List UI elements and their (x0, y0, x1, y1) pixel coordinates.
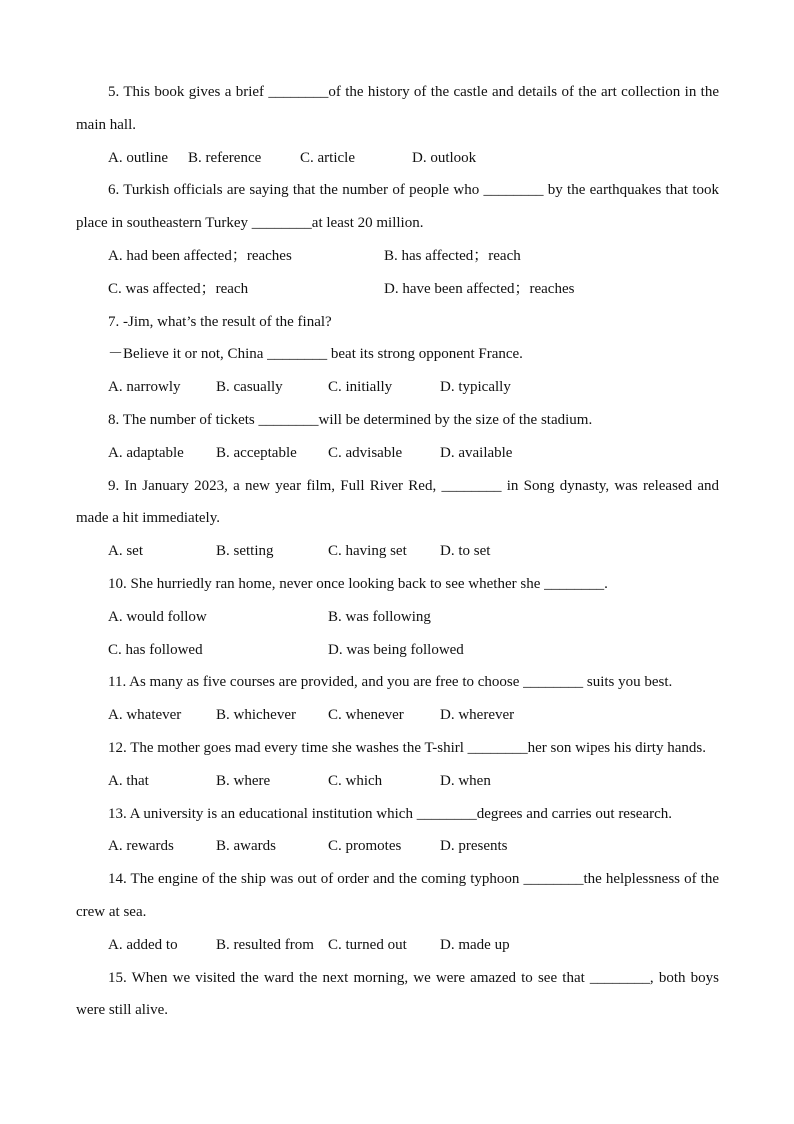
option-a: A. that (108, 772, 149, 789)
question-stem: 8. The number of tickets ________will be determined by the size of the stadium. (108, 411, 593, 428)
question-6 (76, 174, 719, 305)
option-d: D. presents (440, 838, 508, 855)
question-stem: 15. When we visited the ward the next morning, we were amazed to see that ________, both boys were still alive. (76, 969, 719, 1019)
option-c: C. turned out (328, 936, 407, 953)
option-d: D. was being followed (328, 641, 464, 658)
option-a: A. rewards (108, 838, 174, 855)
question-5 (76, 76, 719, 174)
option-row (76, 273, 719, 306)
question-stem: 10. She hurriedly ran home, never once looking back to see whether she ________. (108, 575, 608, 592)
option-a: A. set (108, 543, 143, 560)
option-c: C. initially (328, 379, 393, 396)
option-row (76, 601, 719, 634)
question-13 (76, 798, 719, 864)
question-8 (76, 404, 719, 470)
question-15 (76, 962, 719, 1028)
option-d: D. outlook (412, 149, 477, 166)
option-row (76, 437, 719, 470)
question-12 (76, 732, 719, 798)
question-page (76, 76, 719, 1027)
option-b: B. was following (328, 608, 431, 625)
option-c: C. whenever (328, 707, 404, 724)
option-a: A. narrowly (108, 379, 181, 396)
option-c: C. was affected；reach (108, 280, 249, 297)
option-c: C. article (300, 149, 355, 166)
option-d: D. wherever (440, 707, 515, 724)
option-row (76, 240, 719, 273)
option-d: D. have been affected；reaches (384, 280, 575, 297)
option-c: C. promotes (328, 838, 402, 855)
option-d: D. to set (440, 543, 491, 560)
option-b: B. casually (216, 379, 283, 396)
question-10 (76, 568, 719, 666)
option-d: D. available (440, 444, 513, 461)
option-a: A. would follow (108, 608, 207, 625)
option-row (76, 535, 719, 568)
question-stem: 7. -Jim, what’s the result of the final? (108, 313, 332, 330)
option-row (76, 371, 719, 404)
question-9 (76, 470, 719, 568)
option-row (76, 142, 719, 175)
option-a: A. adaptable (108, 444, 184, 461)
question-stem: 14. The engine of the ship was out of order and the coming typhoon ________the helplessness of the crew at sea. (76, 871, 719, 920)
option-c: C. which (328, 772, 383, 789)
option-row (76, 765, 719, 798)
option-a: A. had been affected；reaches (108, 247, 292, 264)
question-stem: 9. In January 2023, a new year film, Full River Red, ________ in Song dynasty, was released and made a hit immediately. (76, 477, 719, 527)
option-c: C. having set (328, 543, 407, 560)
option-b: B. resulted from (216, 936, 314, 953)
option-b: B. acceptable (216, 444, 297, 461)
option-a: A. outline (108, 149, 168, 166)
option-b: B. awards (216, 838, 276, 855)
option-c: C. has followed (108, 641, 203, 658)
option-d: D. made up (440, 936, 510, 953)
option-row (76, 830, 719, 863)
question-stem: 13. A university is an educational institution which ________degrees and carries out research. (108, 805, 673, 822)
question-11 (76, 666, 719, 732)
option-b: B. where (216, 772, 271, 789)
question-14 (76, 863, 719, 961)
option-b: B. whichever (216, 707, 296, 724)
question-stem: 5. This book gives a brief ________of the history of the castle and details of the art collection in the main hall. (76, 84, 719, 133)
option-row (76, 634, 719, 667)
option-a: A. added to (108, 936, 178, 953)
option-c: C. advisable (328, 444, 403, 461)
option-b: B. reference (188, 149, 262, 166)
option-d: D. typically (440, 379, 511, 396)
option-row (76, 929, 719, 962)
option-row (76, 699, 719, 732)
question-reply: －Believe it or not, China ________ beat its strong opponent France. (108, 346, 523, 363)
option-b: B. setting (216, 543, 274, 560)
question-stem: 6. Turkish officials are saying that the number of people who ________ by the earthquakes that took place in southeastern Turkey ________at least 20 million. (76, 182, 719, 232)
option-b: B. has affected；reach (384, 247, 521, 264)
question-stem: 11. As many as five courses are provided, and you are free to choose ________ suits you best. (108, 674, 673, 691)
option-a: A. whatever (108, 707, 182, 724)
question-7 (76, 306, 719, 404)
question-stem: 12. The mother goes mad every time she washes the T-shirl ________her son wipes his dirty hands. (108, 739, 706, 756)
option-d: D. when (440, 772, 491, 789)
